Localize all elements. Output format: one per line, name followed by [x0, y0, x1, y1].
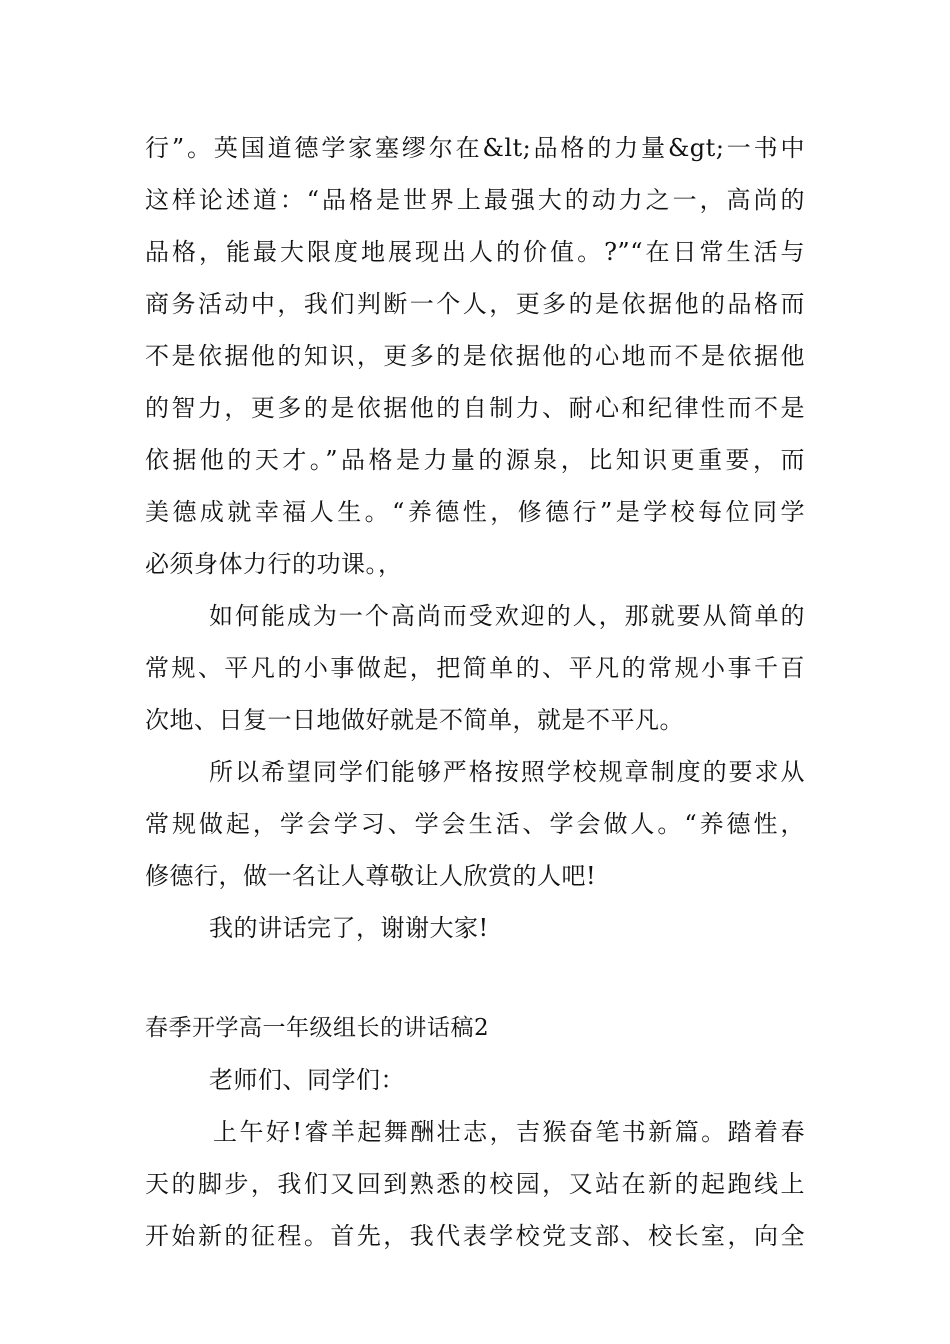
text-line: 这样论述道：“品格是世界上最强大的动力之一，高尚的 — [145, 186, 805, 214]
salutation: 老师们、同学们： — [209, 1066, 405, 1094]
section-heading: 春季开学高一年级组长的讲话稿2 — [145, 1015, 490, 1041]
text-line: 修德行，做一名让人尊敬让人欣赏的人吧! — [145, 862, 597, 890]
closing-line: 我的讲话完了，谢谢大家! — [209, 914, 489, 942]
text-line: 开始新的征程。首先，我代表学校党支部、校长室，向全 — [145, 1222, 805, 1250]
text-line: 美德成就幸福人生。“养德性，修德行”是学校每位同学 — [145, 498, 805, 526]
text-line: 品格，能最大限度地展现出人的价值。?”“在日常生活与 — [145, 238, 805, 266]
text-line: 上午好!睿羊起舞酬壮志，吉猴奋笔书新篇。踏着春 — [213, 1118, 805, 1146]
text-line: 依据他的天才。”品格是力量的源泉，比知识更重要，而 — [145, 446, 805, 474]
text-line: 所以希望同学们能够严格按照学校规章制度的要求从 — [209, 758, 805, 786]
text-line: 天的脚步，我们又回到熟悉的校园，又站在新的起跑线上 — [145, 1170, 805, 1198]
text-line: 常规做起，学会学习、学会生活、学会做人。“养德性， — [145, 810, 805, 838]
text-line: 必须身体力行的功课。， — [145, 550, 403, 578]
text-line: 商务活动中，我们判断一个人，更多的是依据他的品格而 — [145, 290, 805, 318]
text-line: 次地、日复一日地做好就是不简单，就是不平凡。 — [145, 706, 684, 734]
text-line: 的智力，更多的是依据他的自制力、耐心和纪律性而不是 — [145, 394, 805, 422]
text-line: 行”。英国道德学家塞缪尔在&lt;品格的力量&gt;一书中 — [145, 134, 805, 162]
text-line: 常规、平凡的小事做起，把简单的、平凡的常规小事千百 — [145, 654, 805, 682]
text-line: 不是依据他的知识，更多的是依据他的心地而不是依据他 — [145, 342, 805, 370]
text-line: 如何能成为一个高尚而受欢迎的人，那就要从简单的 — [209, 602, 805, 630]
